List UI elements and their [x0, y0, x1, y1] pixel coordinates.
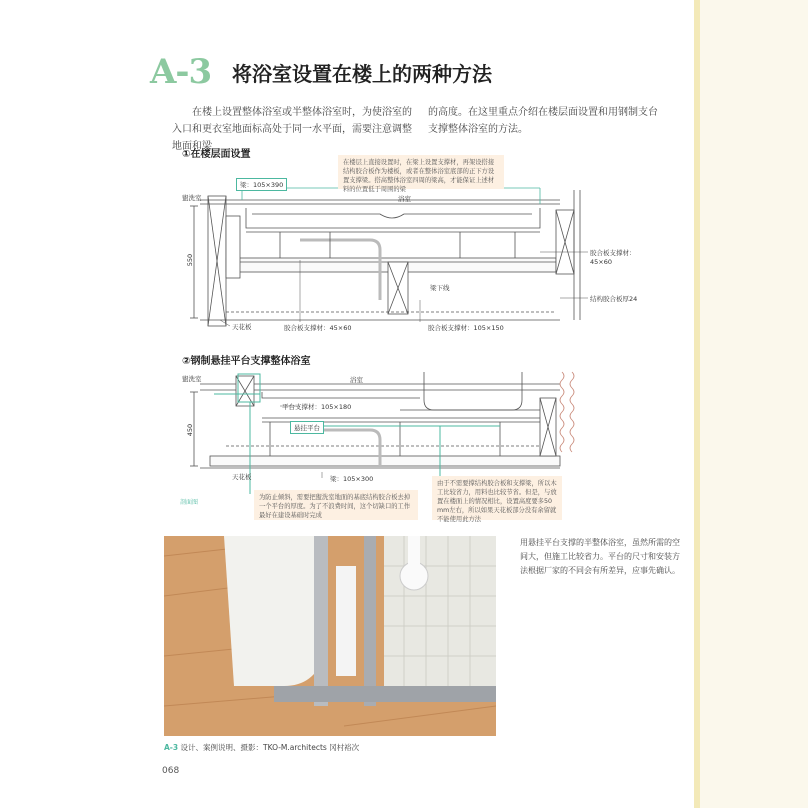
- figure2-note-right: 由于不需要撑结构胶合板和支撑梁，所以木工比较省力，用料也比较节省。但是，与放置在楼面上的情况相比，设置高度要多50 mm左右，所以如果天花板部分没有余留就不能使用此方法: [432, 476, 562, 520]
- dressing-room-label: 盥洗室: [182, 194, 202, 202]
- figure2-heading: ②钢制悬挂平台支撑整体浴室: [182, 356, 311, 367]
- page-title: 将浴室设置在楼上的两种方法: [232, 62, 492, 86]
- height-dimension: 550: [186, 253, 195, 267]
- caption-text: 设计、案例说明、摄影：TKO-M.architects 冈村裕次: [178, 743, 360, 752]
- bathroom-label: 浴室: [398, 195, 411, 203]
- figure2-note-left: 为防止倾斜，需要把盥洗室地面的基底结构胶合板去掉一个平台的厚度。为了不浪费时间，这个切缺口的工作最好在建设基础时完成: [254, 490, 418, 520]
- section-code: A-3: [150, 52, 212, 92]
- support-bottom-label-2: 胶合板支撑材：105×150: [428, 324, 504, 332]
- support-right-size: 45×60: [590, 258, 612, 266]
- section-view-label: 剖面图: [180, 499, 199, 506]
- intro-text-right: 的高度。在这里重点介绍在楼层面设置和用钢制支台支撑整体浴室的方法。: [428, 107, 658, 135]
- beam-bottom-label: 梁下线: [430, 284, 450, 292]
- beam-tag: 梁：105×390: [236, 178, 287, 191]
- bathroom-photo: [164, 536, 496, 736]
- support-right-label: 胶合板支撑材：: [590, 249, 636, 257]
- photo-caption: [164, 742, 359, 753]
- figure1-note: 在楼层上直接设置时，在梁上设置支撑材，再架设搭接结构胶合板作为楼板，或者在整体浴室底部的正下方设置支撑梁。搭高整体浴室四周的梁高，才能保证上述材料的位置低于周围的梁: [338, 155, 504, 189]
- ceiling-label-2: 天花板: [232, 473, 252, 481]
- support-bottom-label-1: 胶合板支撑材：45×60: [284, 324, 352, 332]
- plywood-label: 结构胶合板厚24: [590, 295, 638, 303]
- height-dimension-2: 450: [186, 423, 195, 437]
- hanging-platform-tag: 悬挂平台: [290, 421, 324, 434]
- dressing-room-label-2: 盥洗室: [182, 375, 202, 383]
- figure1-heading: ①在楼层面设置: [182, 149, 251, 160]
- photo-description: 用悬挂平台支撑的半整体浴室，虽然所需的空间大，但施工比较省力。平台的尺寸和安装方法根据厂家的不同会有所差异，应事先确认。: [520, 538, 680, 575]
- caption-code: A-3: [164, 743, 179, 752]
- platform-support-label: 平台支撑材：105×180: [282, 403, 352, 411]
- bathroom-label-2: 浴室: [350, 376, 363, 384]
- page-number: 068: [162, 766, 180, 776]
- beam-label-2: 梁：105×300: [330, 475, 374, 483]
- intro-text-left: 在楼上设置整体浴室或半整体浴室时，为使浴室的入口和更衣室地面标高处于同一水平面，需要注意调整地面和梁: [172, 107, 412, 152]
- ceiling-label: 天花板: [232, 323, 252, 331]
